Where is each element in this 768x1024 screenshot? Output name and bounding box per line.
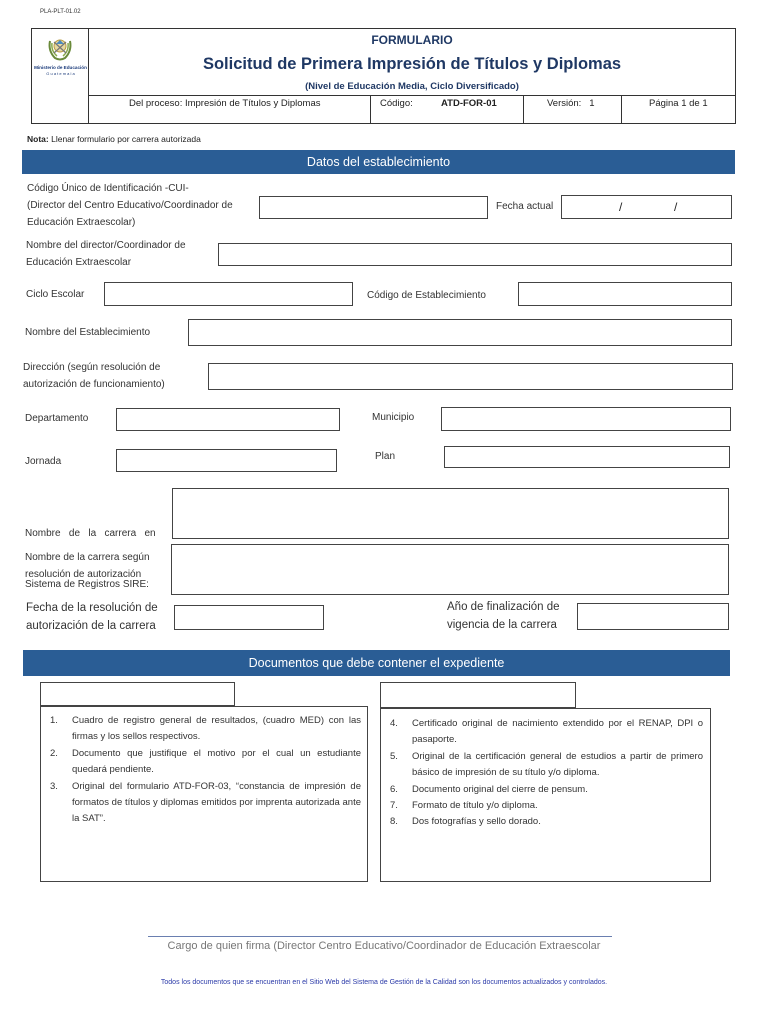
footer-note: Todos los documentos que se encuentran en el Sitio Web del Sistema de Gestión de la Calidad son los documentos actualizados y controlados. <box>160 979 608 986</box>
page-subtitle: (Nivel de Educación Media, Ciclo Diversificado) <box>305 81 519 92</box>
logo-text-guatemala: G u a t e m a l a <box>46 71 75 76</box>
nombre-establecimiento-input[interactable] <box>188 319 732 346</box>
list-item: 5. Original de la certificación general de estudios a partir de primero básico de impresión de su título y/o diploma. <box>390 750 703 779</box>
guatemala-coat-of-arms-icon <box>45 33 75 63</box>
jornada-input[interactable] <box>116 449 337 472</box>
header-codigo-value: ATD-FOR-01 <box>441 98 497 109</box>
page-title: Solicitud de Primera Impresión de Títulos y Diplomas <box>202 55 622 73</box>
departamento-input[interactable] <box>116 408 340 431</box>
direccion-input[interactable] <box>208 363 733 390</box>
carrera-sire-label: Nombre de la carrera en Sistema de Registros SIRE: <box>25 528 156 590</box>
list-item: 4. Certificado original de nacimiento extendido por el RENAP, DPI o pasaporte. <box>390 718 703 746</box>
cui-label: Código Único de Identificación -CUI- (Director del Centro Educativo/Coordinador de Educación Extraescolar) <box>27 183 233 228</box>
fecha-actual-input[interactable] <box>561 195 732 219</box>
director-input[interactable] <box>218 243 732 266</box>
carrera-resolucion-input[interactable] <box>171 544 729 595</box>
note-label: Nota: <box>27 134 49 144</box>
list-item: 8. Dos fotografías y sello dorado. <box>390 816 541 828</box>
anio-finalizacion-label: Año de finalización de vigencia de la carrera <box>447 601 560 631</box>
header-formulario: FORMULARIO <box>371 33 453 47</box>
document-code: PLA-PLT-01.02 <box>40 9 81 15</box>
anio-finalizacion-input[interactable] <box>577 603 729 630</box>
list-item: 2. Documento que justifique el motivo por el cual un estudiante quedará pendiente. <box>50 747 361 776</box>
jornada-label: Jornada <box>25 456 62 467</box>
logo-text-ministerio: Ministerio de Educación <box>34 65 87 70</box>
header-info-row <box>89 95 735 123</box>
director-label: Nombre del director/Coordinador de Educación Extraescolar <box>26 240 186 268</box>
docs-right-header-box[interactable] <box>380 682 576 708</box>
carrera-sire-input[interactable] <box>172 488 729 539</box>
list-item: 3. Original del formulario ATD-FOR-03, “constancia de impresión de formatos de títulos y diplomas emitidos por imprenta autorizada ante la SAT”. <box>50 780 361 825</box>
fecha-resolucion-label: Fecha de la resolución de autorización de la carrera <box>26 602 158 632</box>
ciclo-label: Ciclo Escolar <box>26 289 85 300</box>
fecha-resolucion-input[interactable] <box>174 605 324 630</box>
note <box>27 134 201 144</box>
list-item: 6. Documento original del cierre de pensum. <box>390 783 588 795</box>
plan-input[interactable] <box>444 446 730 468</box>
header-proceso: Del proceso: Impresión de Títulos y Diplomas <box>129 98 321 109</box>
section-documentos-expediente: Documentos que debe contener el expediente <box>23 650 730 676</box>
codigo-establecimiento-input[interactable] <box>518 282 732 306</box>
ciclo-input[interactable] <box>104 282 353 306</box>
list-item: 1. Cuadro de registro general de resultados, (cuadro MED) con las firmas y los sellos respectivos. <box>50 715 361 743</box>
cui-input[interactable] <box>259 196 488 219</box>
signature-line <box>148 936 612 937</box>
fecha-separator-2: / <box>674 200 678 214</box>
plan-label: Plan <box>375 451 396 462</box>
docs-left-list <box>50 713 361 828</box>
fecha-actual-label: Fecha actual <box>496 201 554 212</box>
direccion-label: Dirección (según resolución de autorización de funcionamiento) <box>23 362 165 390</box>
header-table <box>31 28 736 124</box>
signature-caption: Cargo de quien firma (Director Centro Educativo/Coordinador de Educación Extraescolar <box>167 940 601 952</box>
fecha-separator-1: / <box>619 200 623 214</box>
logo-cell <box>32 29 89 123</box>
departamento-label: Departamento <box>25 413 89 424</box>
municipio-label: Municipio <box>372 412 415 423</box>
docs-left-header-box[interactable] <box>40 682 235 706</box>
header-version: Versión: 1 <box>547 98 595 109</box>
codigo-establecimiento-label: Código de Establecimiento <box>367 290 486 301</box>
docs-right-list <box>390 716 703 831</box>
carrera-resolucion-label: Nombre de la carrera según resolución de autorización <box>25 552 150 580</box>
list-item: 7. Formato de título y/o diploma. <box>390 800 538 812</box>
nombre-establecimiento-label: Nombre del Establecimiento <box>25 327 151 338</box>
section-datos-establecimiento: Datos del establecimiento <box>22 150 735 174</box>
header-pagina: Página 1 de 1 <box>649 98 708 109</box>
note-text: Llenar formulario por carrera autorizada <box>48 134 201 144</box>
municipio-input[interactable] <box>441 407 731 431</box>
header-codigo-label: Código: <box>380 98 413 109</box>
